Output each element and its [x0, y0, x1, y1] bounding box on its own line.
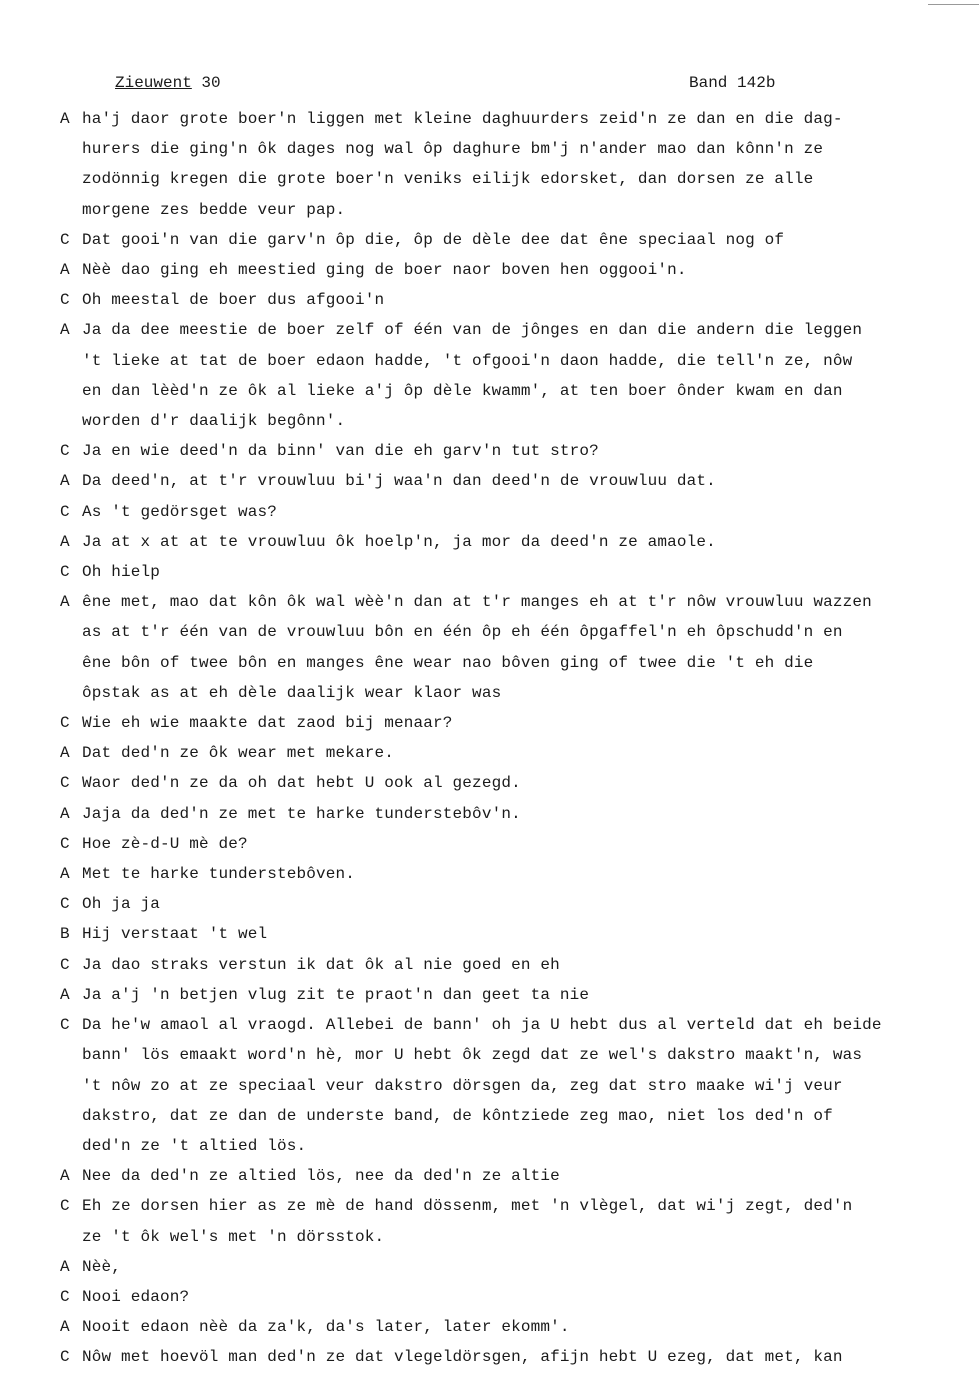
- utterance-line: Oh hielp: [82, 563, 161, 582]
- transcript-turn: [60, 1161, 960, 1191]
- utterance-line: 't lieke at tat de boer edaon hadde, 't ofgooi'n daon hadde, die tell'n ze, nôw: [82, 351, 853, 370]
- utterance-line: Wie eh wie maakte dat zaod bij menaar?: [82, 714, 453, 733]
- transcript-turn: [60, 557, 960, 587]
- utterance-line: Ja at x at at te vrouwluu ôk hoelp'n, ja mor da deed'n ze amaole.: [82, 532, 716, 551]
- speaker-label: A: [60, 744, 70, 763]
- utterance: [82, 527, 960, 557]
- utterance-line: Nèè,: [82, 1257, 122, 1276]
- utterance-line: êne bôn of twee bôn en manges êne wear nao bôven ging of twee die 't eh die: [82, 653, 814, 672]
- transcript-turn: [60, 466, 960, 496]
- speaker-label: C: [60, 1016, 70, 1035]
- utterance-line: as at t'r één van de vrouwluu bôn en één ôp eh één ôpgaffel'n eh ôpschudd'n en: [82, 623, 843, 642]
- utterance-line: Jaja da ded'n ze met te harke tunderstebôv'n.: [82, 804, 521, 823]
- speaker-label: C: [60, 714, 70, 733]
- speaker-label: A: [60, 865, 70, 884]
- transcript-turn: [60, 104, 960, 225]
- utterance: [82, 466, 960, 496]
- utterance: [82, 315, 960, 436]
- utterance-line: en dan lèèd'n ze ôk al lieke a'j ôp dèle kwamm', at ten boer ônder kwam en dan: [82, 381, 843, 400]
- speaker-label: C: [60, 955, 70, 974]
- utterance-line: zodönnig kregen die grote boer'n veniks eilijk edorsket, dan dorsen ze alle: [82, 170, 814, 189]
- transcript-turn: [60, 889, 960, 919]
- utterance-line: Nèè dao ging eh meestied ging de boer naor boven hen oggooi'n.: [82, 261, 687, 280]
- speaker-label: C: [60, 442, 70, 461]
- page-header: [115, 74, 785, 98]
- utterance-line: ha'j daor grote boer'n liggen met kleine daghuurders zeid'n ze dan en die dag-: [82, 110, 843, 128]
- utterance-line: Oh ja ja: [82, 895, 161, 914]
- utterance: [82, 950, 960, 980]
- utterance: [82, 255, 960, 285]
- speaker-label: A: [60, 532, 70, 551]
- speaker-label: A: [60, 261, 70, 280]
- utterance-line: ded'n ze 't altied lös.: [82, 1136, 307, 1155]
- utterance: [82, 919, 960, 949]
- utterance-line: êne met, mao dat kôn ôk wal wèè'n dan at t'r manges eh at t'r nôw vrouwluu wazzen: [82, 593, 872, 612]
- header-location-number: 30: [201, 74, 221, 92]
- speaker-label: A: [60, 1318, 70, 1337]
- utterance-line: ôpstak as at eh dèle daalijk wear klaor was: [82, 683, 502, 702]
- speaker-label: C: [60, 1348, 70, 1367]
- utterance-line: Nooit edaon nèè da za'k, da's later, later ekomm'.: [82, 1318, 570, 1337]
- transcript-turn: [60, 315, 960, 436]
- transcript-turn: [60, 708, 960, 738]
- utterance: [82, 829, 960, 859]
- utterance-line: Oh meestal de boer dus afgooi'n: [82, 291, 385, 310]
- speaker-label: A: [60, 804, 70, 823]
- transcript-turn: [60, 1252, 960, 1282]
- utterance-line: morgene zes bedde veur pap.: [82, 200, 346, 219]
- transcript-turn: [60, 799, 960, 829]
- utterance-line: Nooi edaon?: [82, 1287, 190, 1306]
- utterance-line: bann' lös emaakt word'n hè, mor U hebt ôk zegd dat ze wel's dakstro maakt'n, was: [82, 1046, 863, 1065]
- transcript-turn: [60, 768, 960, 798]
- utterance: [82, 1010, 960, 1161]
- speaker-label: A: [60, 472, 70, 491]
- utterance-line: 't nôw zo at ze speciaal veur dakstro dörsgen da, zeg dat stro maake wi'j veur: [82, 1076, 843, 1095]
- utterance: [82, 1342, 960, 1372]
- speaker-label: A: [60, 1167, 70, 1186]
- header-location-word: Zieuwent: [115, 74, 192, 92]
- transcript-turn: [60, 950, 960, 980]
- utterance-line: Met te harke tunderstebôven.: [82, 865, 356, 884]
- utterance-line: Dat gooi'n van die garv'n ôp die, ôp de dèle dee dat êne speciaal nog of: [82, 230, 785, 249]
- speaker-label: C: [60, 230, 70, 249]
- utterance-line: Dat ded'n ze ôk wear met mekare.: [82, 744, 395, 763]
- utterance-line: hurers die ging'n ôk dages nog wal ôp daghure bm'j n'ander mao dan kônn'n ze: [82, 140, 824, 159]
- utterance-line: Nôw met hoevöl man ded'n ze dat vlegeldörsgen, afijn hebt U ezeg, dat met, kan: [82, 1348, 843, 1367]
- utterance: [82, 497, 960, 527]
- speaker-label: C: [60, 502, 70, 521]
- utterance: [82, 104, 960, 225]
- utterance: [82, 587, 960, 708]
- speaker-label: A: [60, 321, 70, 340]
- utterance: [82, 889, 960, 919]
- transcript-turn: [60, 919, 960, 949]
- header-band-label: Band 142b: [689, 74, 776, 92]
- header-location: [115, 74, 221, 92]
- transcript-turn: [60, 738, 960, 768]
- speaker-label: A: [60, 985, 70, 1004]
- utterance-line: dakstro, dat ze dan de underste band, de kôntziede zeg mao, niet los ded'n of: [82, 1106, 833, 1125]
- utterance-line: worden d'r daalijk begônn'.: [82, 412, 346, 431]
- speaker-label: C: [60, 1197, 70, 1216]
- utterance: [82, 768, 960, 798]
- speaker-label: A: [60, 1257, 70, 1276]
- transcript-turn: [60, 436, 960, 466]
- speaker-label: C: [60, 563, 70, 582]
- transcript-turn: [60, 1342, 960, 1372]
- speaker-label: C: [60, 834, 70, 853]
- transcript-turn: [60, 1312, 960, 1342]
- utterance: [82, 1282, 960, 1312]
- utterance: [82, 980, 960, 1010]
- utterance: [82, 436, 960, 466]
- transcript-turn: [60, 829, 960, 859]
- speaker-label: C: [60, 291, 70, 310]
- utterance-line: Nee da ded'n ze altied lös, nee da ded'n ze altie: [82, 1167, 560, 1186]
- utterance-line: Da deed'n, at t'r vrouwluu bi'j waa'n dan deed'n de vrouwluu dat.: [82, 472, 716, 491]
- speaker-label: A: [60, 593, 70, 612]
- utterance-line: Waor ded'n ze da oh dat hebt U ook al gezegd.: [82, 774, 521, 793]
- transcript-turn: [60, 497, 960, 527]
- utterance-line: As 't gedörsget was?: [82, 502, 278, 521]
- transcript-turn: [60, 285, 960, 315]
- speaker-label: C: [60, 1287, 70, 1306]
- utterance-line: Ja dao straks verstun ik dat ôk al nie goed en eh: [82, 955, 560, 974]
- utterance: [82, 738, 960, 768]
- utterance: [82, 859, 960, 889]
- utterance: [82, 1161, 960, 1191]
- top-edge-rule: [928, 4, 979, 5]
- utterance-line: Ja da dee meestie de boer zelf of één van de jônges en dan die andern die leggen: [82, 321, 863, 340]
- transcript-turn: [60, 255, 960, 285]
- transcript-turn: [60, 1191, 960, 1251]
- utterance: [82, 1252, 960, 1282]
- speaker-label: A: [60, 110, 70, 128]
- transcript-turn: [60, 225, 960, 255]
- speaker-label: C: [60, 774, 70, 793]
- utterance-line: Eh ze dorsen hier as ze mè de hand dössenm, met 'n vlègel, dat wi'j zegt, ded'n: [82, 1197, 853, 1216]
- transcript-turn: [60, 587, 960, 708]
- transcript-turn: [60, 1010, 960, 1161]
- utterance-line: Hij verstaat 't wel: [82, 925, 268, 944]
- speaker-label: C: [60, 895, 70, 914]
- utterance: [82, 799, 960, 829]
- speaker-label: B: [60, 925, 70, 944]
- utterance-line: ze 't ôk wel's met 'n dörsstok.: [82, 1227, 385, 1246]
- transcript-turn: [60, 859, 960, 889]
- transcript: [60, 104, 960, 1373]
- utterance: [82, 1191, 960, 1251]
- utterance: [82, 557, 960, 587]
- utterance-line: Ja a'j 'n betjen vlug zit te praot'n dan geet ta nie: [82, 985, 590, 1004]
- transcript-turn: [60, 527, 960, 557]
- utterance: [82, 1312, 960, 1342]
- utterance: [82, 708, 960, 738]
- transcript-turn: [60, 1282, 960, 1312]
- utterance: [82, 225, 960, 255]
- transcript-turn: [60, 980, 960, 1010]
- utterance: [82, 285, 960, 315]
- utterance-line: Da he'w amaol al vraogd. Allebei de bann' oh ja U hebt dus al verteld dat eh beide: [82, 1016, 882, 1035]
- utterance-line: Hoe zè-d-U mè de?: [82, 834, 248, 853]
- utterance-line: Ja en wie deed'n da binn' van die eh garv'n tut stro?: [82, 442, 599, 461]
